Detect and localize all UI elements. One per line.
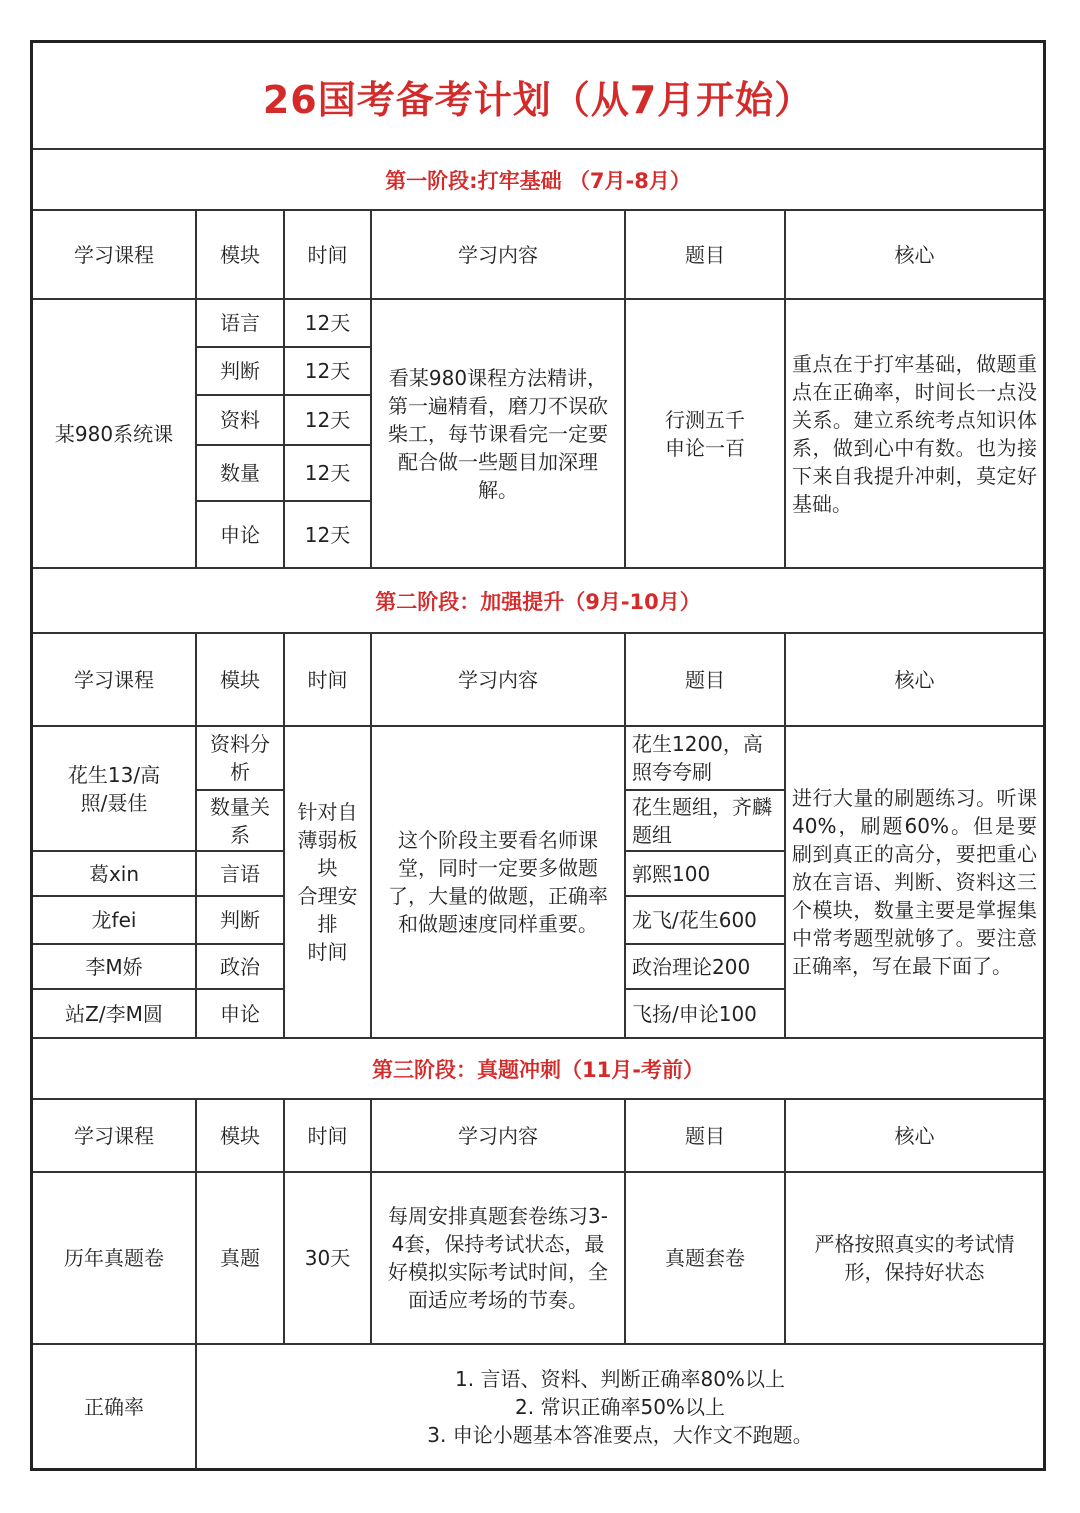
header-questions: 题目 bbox=[685, 242, 725, 267]
stage1-module: 数量 bbox=[220, 461, 260, 485]
accuracy-item: 1. 言语、资料、判断正确率80%以上 bbox=[455, 1367, 785, 1391]
accuracy-label: 正确率 bbox=[84, 1395, 144, 1419]
stage2-course: 站Z/李M圆 bbox=[65, 1001, 163, 1026]
stage1-title: 第一阶段:打牢基础 （7月-8月） bbox=[385, 168, 691, 193]
stage2-module: 资料分析 bbox=[210, 732, 270, 784]
stage2-course: 花生13/高照/聂佳 bbox=[67, 762, 161, 815]
header-course: 学习课程 bbox=[74, 242, 154, 267]
stage2-content: 这个阶段主要看名师课堂，同时一定要多做题了，大量的做题，正确率和做题速度同样重要。 bbox=[388, 828, 608, 936]
stage3-time: 30天 bbox=[304, 1246, 351, 1270]
stage1-time: 12天 bbox=[304, 461, 351, 485]
header-course: 学习课程 bbox=[74, 667, 154, 692]
accuracy-item: 2. 常识正确率50%以上 bbox=[515, 1395, 725, 1419]
stage2-module: 数量关系 bbox=[210, 794, 270, 847]
stage2-module: 判断 bbox=[220, 908, 260, 932]
page-title: 26国考备考计划（从7月开始） bbox=[262, 77, 814, 122]
header-core: 核心 bbox=[894, 667, 935, 692]
stage2-question: 龙飞/花生600 bbox=[632, 908, 757, 932]
stage2-module: 政治 bbox=[220, 954, 260, 979]
header-content: 学习内容 bbox=[458, 1123, 538, 1148]
stage2-question: 郭熙100 bbox=[632, 861, 711, 886]
header-content: 学习内容 bbox=[458, 242, 538, 267]
stage3-module: 真题 bbox=[220, 1246, 260, 1270]
stage1-questions: 行测五千 申论一百 bbox=[665, 407, 745, 460]
stage2-core: 进行大量的刷题练习。听课40%，刷题60%。但是要刷到真正的高分，要把重心放在言语、判断、资料这三个模块，数量主要是掌握集中常考题型就够了。要注意正确率，写在最下面了。 bbox=[792, 786, 1037, 978]
accuracy-item: 3. 申论小题基本答准要点，大作文不跑题。 bbox=[427, 1423, 813, 1447]
stage2-question: 政治理论200 bbox=[632, 954, 751, 979]
stage2-time: 针对自薄弱板块 合理安排 时间 bbox=[297, 800, 358, 964]
header-time: 时间 bbox=[307, 242, 348, 267]
stage3-content: 每周安排真题套卷练习3-4套，保持考试状态，最好模拟实际考试时间，全面适应考场的节奏。 bbox=[388, 1204, 608, 1312]
stage2-module: 言语 bbox=[220, 861, 260, 886]
stage1-course: 某980系统课 bbox=[54, 421, 174, 446]
accuracy-list bbox=[197, 1345, 1043, 1469]
header-core: 核心 bbox=[894, 1123, 935, 1148]
header-core: 核心 bbox=[894, 242, 935, 267]
stage1-time: 12天 bbox=[304, 522, 351, 547]
header-module: 模块 bbox=[220, 242, 260, 267]
stage1-module: 判断 bbox=[220, 359, 260, 383]
header-content: 学习内容 bbox=[458, 667, 538, 692]
stage1-module: 资料 bbox=[220, 408, 260, 432]
stage3-core: 严格按照真实的考试情形，保持好状态 bbox=[814, 1232, 1015, 1284]
stage2-course: 李M娇 bbox=[85, 954, 143, 979]
stage3-course: 历年真题卷 bbox=[64, 1246, 164, 1270]
stage2-question: 花生1200，高照夸夸刷 bbox=[632, 732, 763, 784]
header-time: 时间 bbox=[307, 1123, 348, 1148]
header-course: 学习课程 bbox=[74, 1123, 154, 1148]
header-module: 模块 bbox=[220, 667, 260, 692]
stage2-question: 飞扬/申论100 bbox=[632, 1001, 757, 1026]
stage2-title: 第二阶段：加强提升（9月-10月） bbox=[375, 589, 701, 614]
stage1-content: 看某980课程方法精讲，第一遍精看，磨刀不误砍柴工，每节课看完一定要配合做一些题目加深理解。 bbox=[388, 365, 608, 502]
header-questions: 题目 bbox=[685, 667, 725, 692]
header-questions: 题目 bbox=[685, 1123, 725, 1148]
stage1-core: 重点在于打牢基础，做题重点在正确率，时间长一点没关系。建立系统考点知识体系，做到心中有数。也为接下来自我提升冲刺，莫定好基础。 bbox=[792, 351, 1037, 516]
stage3-questions: 真题套卷 bbox=[665, 1246, 745, 1270]
stage2-course: 葛xin bbox=[88, 861, 140, 886]
stage2-course: 龙fei bbox=[91, 908, 137, 932]
header-time: 时间 bbox=[307, 667, 348, 692]
stage1-module: 申论 bbox=[220, 522, 260, 547]
stage3-title: 第三阶段：真题冲刺（11月-考前） bbox=[372, 1057, 704, 1082]
stage2-module: 申论 bbox=[220, 1001, 260, 1026]
stage1-time: 12天 bbox=[304, 359, 351, 383]
header-module: 模块 bbox=[220, 1123, 260, 1148]
stage2-question: 花生题组，齐麟题组 bbox=[632, 794, 772, 847]
stage1-module: 语言 bbox=[220, 311, 260, 335]
stage1-time: 12天 bbox=[304, 408, 351, 432]
stage1-time: 12天 bbox=[304, 311, 351, 335]
